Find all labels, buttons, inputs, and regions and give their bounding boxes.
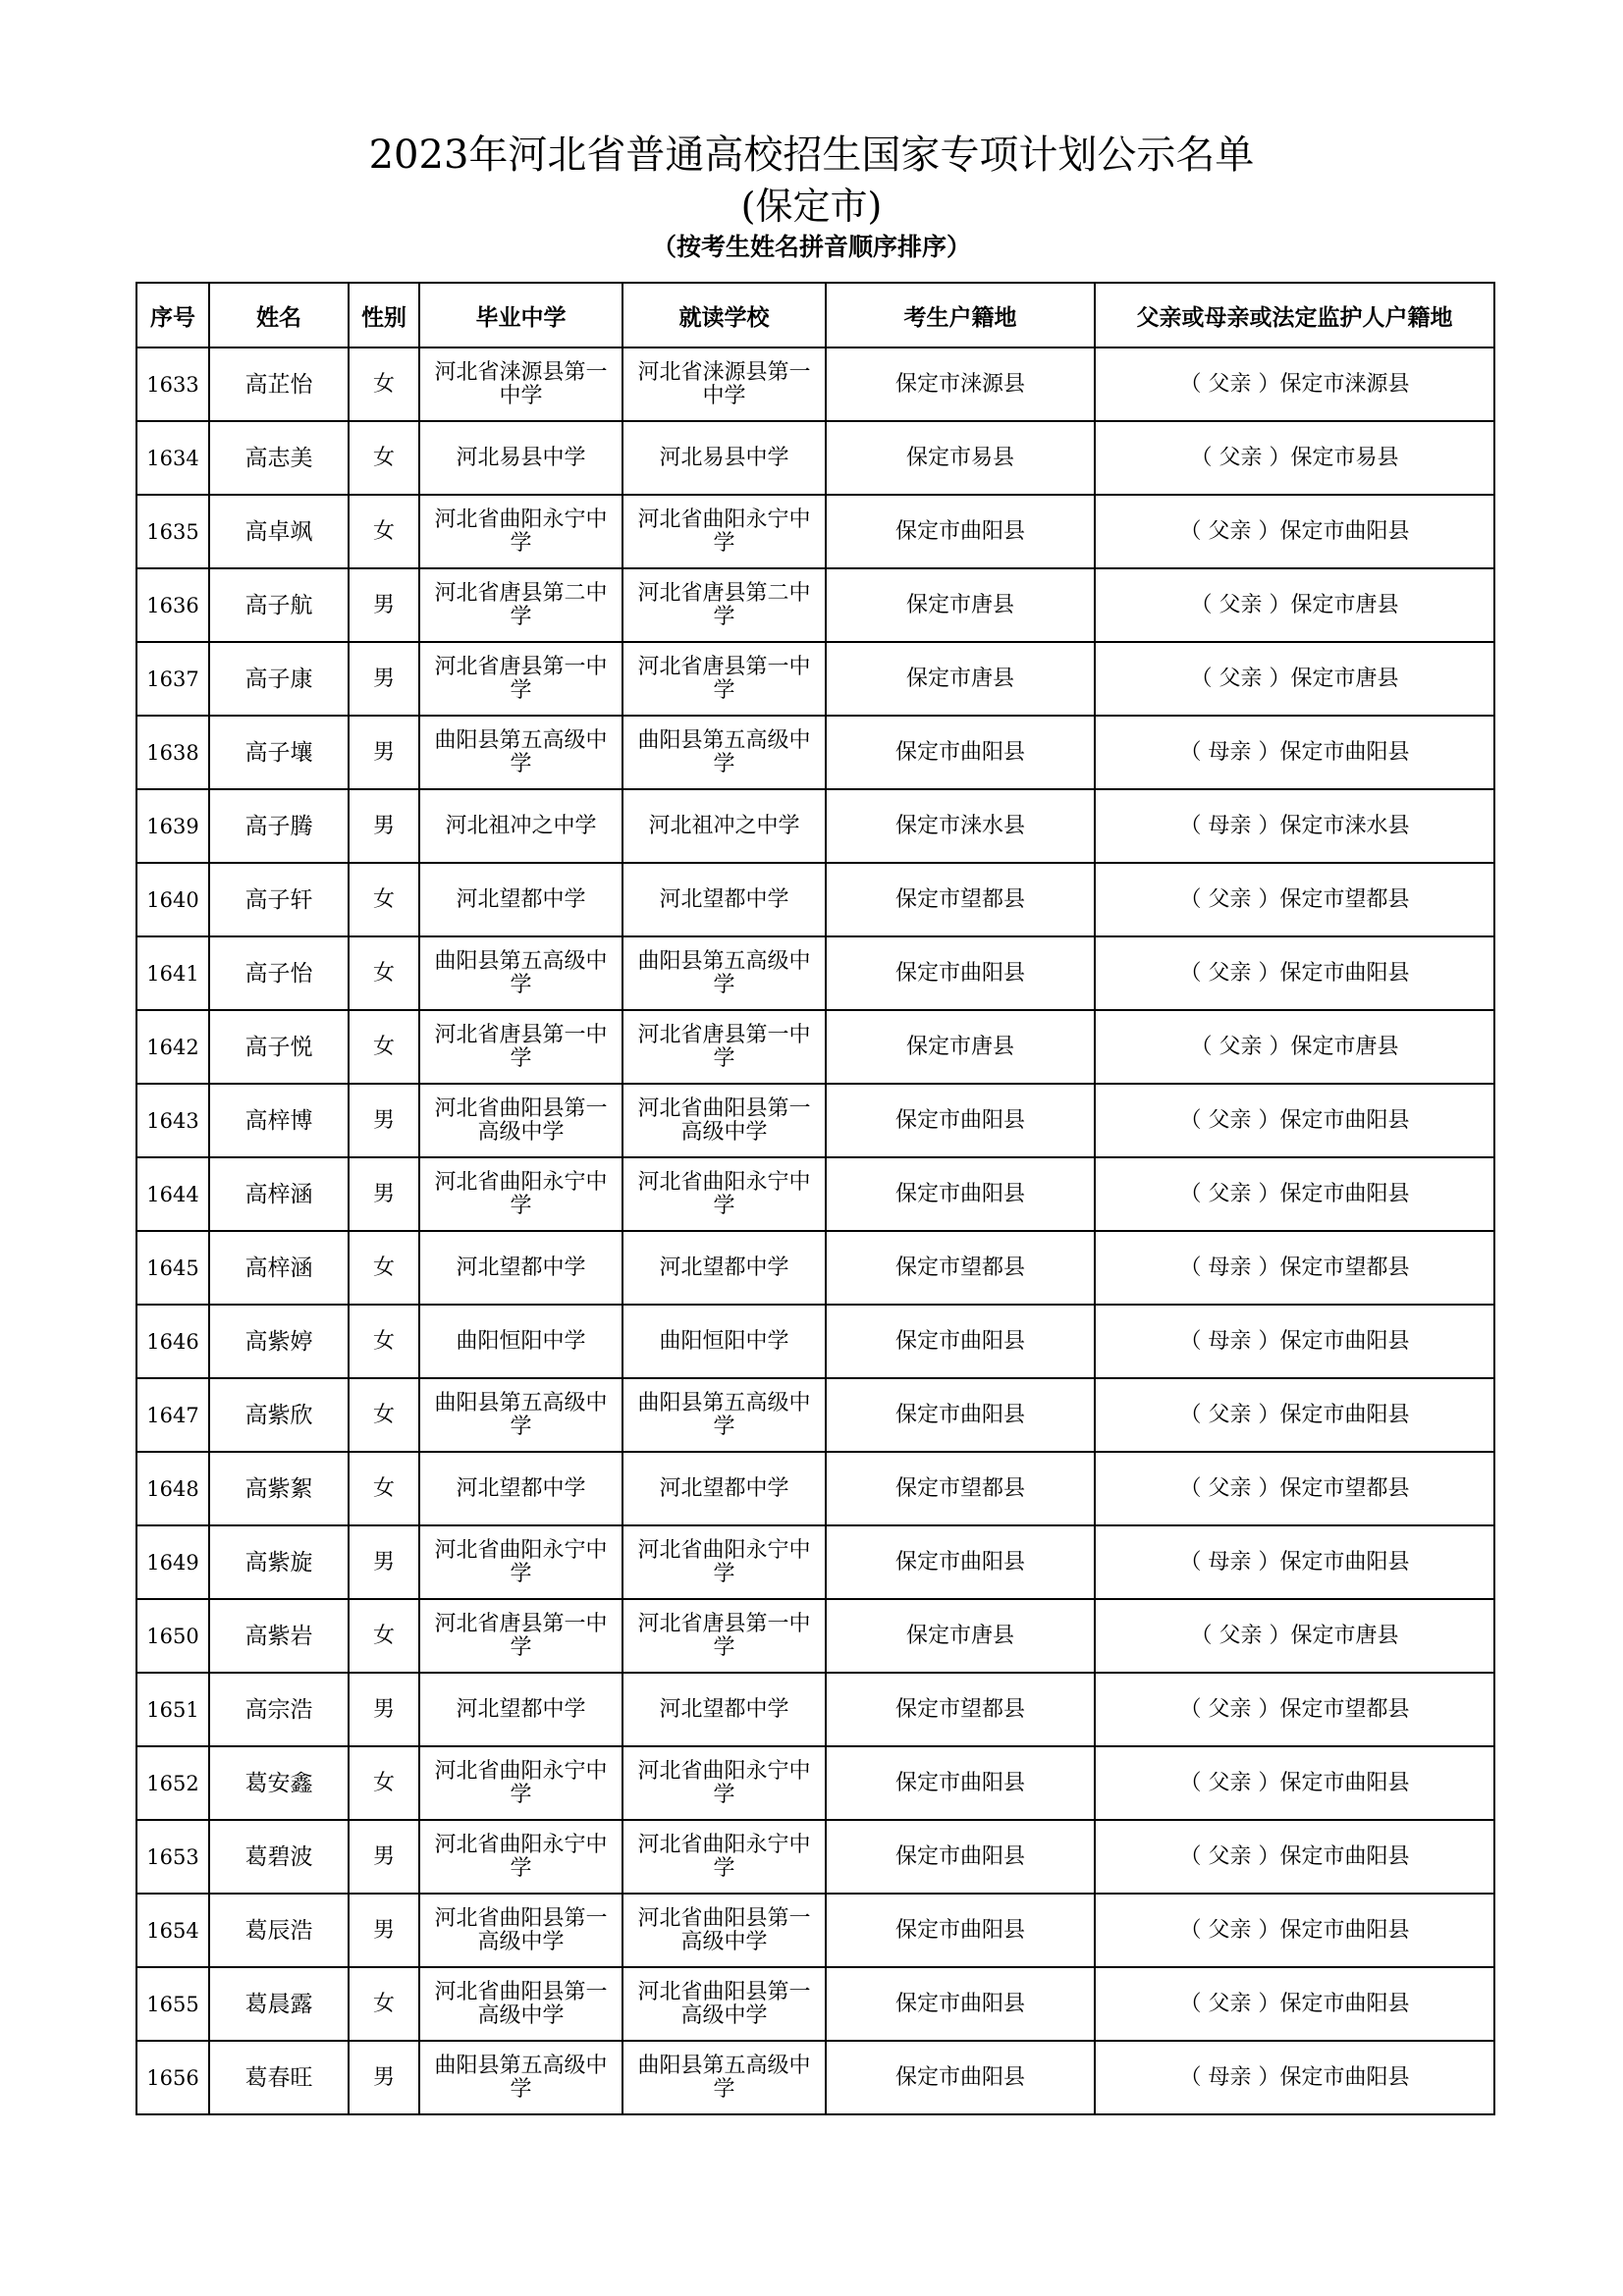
- cell-student-residence: 保定市曲阳县: [826, 1820, 1095, 1894]
- cell-student-residence: 保定市易县: [826, 421, 1095, 495]
- cell-serial: 1647: [136, 1378, 209, 1452]
- cell-serial: 1637: [136, 642, 209, 716]
- cell-student-residence: 保定市曲阳县: [826, 1378, 1095, 1452]
- cell-student-residence: 保定市唐县: [826, 642, 1095, 716]
- cell-guardian-residence: （ 父亲 ）保定市曲阳县: [1095, 1820, 1494, 1894]
- table-body: [136, 347, 1494, 2114]
- cell-gender: 女: [349, 347, 419, 421]
- cell-graduated-school: 河北省曲阳永宁中学: [419, 495, 622, 568]
- cell-graduated-school: 曲阳县第五高级中学: [419, 1378, 622, 1452]
- cell-serial: 1642: [136, 1010, 209, 1084]
- cell-student-residence: 保定市曲阳县: [826, 1084, 1095, 1157]
- cell-name: 高紫婷: [209, 1305, 349, 1378]
- cell-guardian-residence: （ 父亲 ）保定市曲阳县: [1095, 1894, 1494, 1967]
- cell-current-school: 河北祖冲之中学: [622, 789, 826, 863]
- cell-student-residence: 保定市曲阳县: [826, 1157, 1095, 1231]
- table-row: [136, 1452, 1494, 1525]
- cell-guardian-residence: （ 母亲 ）保定市曲阳县: [1095, 1305, 1494, 1378]
- cell-guardian-residence: （ 父亲 ）保定市唐县: [1095, 642, 1494, 716]
- cell-student-residence: 保定市涞水县: [826, 789, 1095, 863]
- cell-serial: 1633: [136, 347, 209, 421]
- table-row: [136, 1084, 1494, 1157]
- cell-guardian-residence: （ 母亲 ）保定市涞水县: [1095, 789, 1494, 863]
- page-subtitle: (保定市): [740, 185, 883, 228]
- cell-current-school: 曲阳恒阳中学: [622, 1305, 826, 1378]
- cell-name: 高梓涵: [209, 1231, 349, 1305]
- cell-name: 高子航: [209, 568, 349, 642]
- cell-gender: 女: [349, 1967, 419, 2041]
- cell-graduated-school: 河北省唐县第一中学: [419, 1599, 622, 1673]
- cell-name: 高卓飒: [209, 495, 349, 568]
- cell-guardian-residence: （ 母亲 ）保定市曲阳县: [1095, 1525, 1494, 1599]
- header-graduated-school: 毕业中学: [419, 283, 622, 347]
- cell-graduated-school: 河北省唐县第二中学: [419, 568, 622, 642]
- table-row: [136, 495, 1494, 568]
- cell-student-residence: 保定市曲阳县: [826, 1967, 1095, 2041]
- table-row: [136, 789, 1494, 863]
- cell-guardian-residence: （ 父亲 ）保定市望都县: [1095, 1673, 1494, 1746]
- cell-gender: 男: [349, 789, 419, 863]
- cell-student-residence: 保定市曲阳县: [826, 1525, 1095, 1599]
- cell-student-residence: 保定市唐县: [826, 1599, 1095, 1673]
- cell-gender: 男: [349, 568, 419, 642]
- cell-name: 葛碧波: [209, 1820, 349, 1894]
- cell-serial: 1655: [136, 1967, 209, 2041]
- table-row: [136, 1525, 1494, 1599]
- cell-student-residence: 保定市涞源县: [826, 347, 1095, 421]
- cell-current-school: 曲阳县第五高级中学: [622, 1378, 826, 1452]
- header-current-school: 就读学校: [622, 283, 826, 347]
- table-row: [136, 1231, 1494, 1305]
- roster-table: [135, 282, 1495, 2115]
- cell-name: 高子轩: [209, 863, 349, 936]
- cell-graduated-school: 曲阳恒阳中学: [419, 1305, 622, 1378]
- cell-gender: 女: [349, 1452, 419, 1525]
- cell-guardian-residence: （ 父亲 ）保定市曲阳县: [1095, 1084, 1494, 1157]
- cell-gender: 男: [349, 1673, 419, 1746]
- cell-graduated-school: 河北望都中学: [419, 1673, 622, 1746]
- cell-current-school: 河北省曲阳县第一高级中学: [622, 1967, 826, 2041]
- cell-graduated-school: 曲阳县第五高级中学: [419, 716, 622, 789]
- header-guardian-residence: 父亲或母亲或法定监护人户籍地: [1095, 283, 1494, 347]
- cell-student-residence: 保定市唐县: [826, 568, 1095, 642]
- page-title: 2023年河北省普通高校招生国家专项计划公示名单: [368, 133, 1255, 178]
- cell-student-residence: 保定市曲阳县: [826, 1746, 1095, 1820]
- cell-gender: 女: [349, 1231, 419, 1305]
- cell-serial: 1646: [136, 1305, 209, 1378]
- cell-guardian-residence: （ 父亲 ）保定市望都县: [1095, 1452, 1494, 1525]
- sort-note: （按考生姓名拼音顺序排序）: [651, 233, 971, 261]
- cell-serial: 1653: [136, 1820, 209, 1894]
- cell-gender: 女: [349, 936, 419, 1010]
- cell-serial: 1649: [136, 1525, 209, 1599]
- cell-student-residence: 保定市曲阳县: [826, 936, 1095, 1010]
- cell-student-residence: 保定市曲阳县: [826, 2041, 1095, 2114]
- cell-serial: 1650: [136, 1599, 209, 1673]
- cell-current-school: 河北望都中学: [622, 1452, 826, 1525]
- cell-gender: 女: [349, 1378, 419, 1452]
- cell-name: 葛辰浩: [209, 1894, 349, 1967]
- cell-serial: 1636: [136, 568, 209, 642]
- table-row: [136, 1673, 1494, 1746]
- cell-current-school: 河北省唐县第一中学: [622, 1599, 826, 1673]
- cell-student-residence: 保定市曲阳县: [826, 716, 1095, 789]
- cell-graduated-school: 曲阳县第五高级中学: [419, 936, 622, 1010]
- table-row: [136, 568, 1494, 642]
- cell-gender: 女: [349, 1746, 419, 1820]
- cell-serial: 1648: [136, 1452, 209, 1525]
- cell-name: 高芷怡: [209, 347, 349, 421]
- cell-graduated-school: 河北省曲阳永宁中学: [419, 1820, 622, 1894]
- cell-student-residence: 保定市曲阳县: [826, 1305, 1095, 1378]
- cell-student-residence: 保定市曲阳县: [826, 1894, 1095, 1967]
- table-row: [136, 1378, 1494, 1452]
- cell-current-school: 河北省曲阳永宁中学: [622, 1157, 826, 1231]
- cell-name: 高子腾: [209, 789, 349, 863]
- cell-current-school: 河北省曲阳县第一高级中学: [622, 1084, 826, 1157]
- cell-guardian-residence: （ 父亲 ）保定市望都县: [1095, 863, 1494, 936]
- table-row: [136, 1599, 1494, 1673]
- table-row: [136, 1820, 1494, 1894]
- cell-serial: 1635: [136, 495, 209, 568]
- cell-serial: 1645: [136, 1231, 209, 1305]
- cell-graduated-school: 河北省唐县第一中学: [419, 1010, 622, 1084]
- cell-gender: 男: [349, 1525, 419, 1599]
- cell-current-school: 河北省曲阳永宁中学: [622, 1820, 826, 1894]
- cell-guardian-residence: （ 父亲 ）保定市唐县: [1095, 568, 1494, 642]
- cell-name: 高紫欣: [209, 1378, 349, 1452]
- table-row: [136, 421, 1494, 495]
- cell-student-residence: 保定市望都县: [826, 863, 1095, 936]
- cell-guardian-residence: （ 母亲 ）保定市曲阳县: [1095, 2041, 1494, 2114]
- cell-name: 高子怡: [209, 936, 349, 1010]
- cell-graduated-school: 河北望都中学: [419, 1452, 622, 1525]
- cell-name: 葛晨露: [209, 1967, 349, 2041]
- cell-graduated-school: 河北省曲阳县第一高级中学: [419, 1894, 622, 1967]
- header-name: 姓名: [209, 283, 349, 347]
- cell-graduated-school: 河北望都中学: [419, 863, 622, 936]
- cell-graduated-school: 河北祖冲之中学: [419, 789, 622, 863]
- cell-guardian-residence: （ 父亲 ）保定市曲阳县: [1095, 495, 1494, 568]
- header-student-residence: 考生户籍地: [826, 283, 1095, 347]
- cell-gender: 男: [349, 2041, 419, 2114]
- cell-current-school: 曲阳县第五高级中学: [622, 2041, 826, 2114]
- cell-name: 高梓涵: [209, 1157, 349, 1231]
- cell-student-residence: 保定市曲阳县: [826, 495, 1095, 568]
- cell-gender: 男: [349, 1894, 419, 1967]
- cell-current-school: 河北省曲阳永宁中学: [622, 1525, 826, 1599]
- cell-graduated-school: 河北省曲阳县第一高级中学: [419, 1967, 622, 2041]
- cell-student-residence: 保定市望都县: [826, 1673, 1095, 1746]
- cell-gender: 男: [349, 1157, 419, 1231]
- cell-name: 高宗浩: [209, 1673, 349, 1746]
- header-serial: 序号: [136, 283, 209, 347]
- cell-serial: 1641: [136, 936, 209, 1010]
- table-row: [136, 642, 1494, 716]
- table-row: [136, 1157, 1494, 1231]
- cell-name: 高子壤: [209, 716, 349, 789]
- cell-guardian-residence: （ 母亲 ）保定市望都县: [1095, 1231, 1494, 1305]
- cell-current-school: 河北省曲阳县第一高级中学: [622, 1894, 826, 1967]
- cell-guardian-residence: （ 父亲 ）保定市曲阳县: [1095, 1746, 1494, 1820]
- cell-gender: 女: [349, 1599, 419, 1673]
- cell-name: 高紫岩: [209, 1599, 349, 1673]
- cell-current-school: 河北省曲阳永宁中学: [622, 1746, 826, 1820]
- cell-current-school: 河北望都中学: [622, 863, 826, 936]
- cell-guardian-residence: （ 父亲 ）保定市易县: [1095, 421, 1494, 495]
- cell-graduated-school: 曲阳县第五高级中学: [419, 2041, 622, 2114]
- cell-student-residence: 保定市望都县: [826, 1231, 1095, 1305]
- cell-graduated-school: 河北省曲阳永宁中学: [419, 1157, 622, 1231]
- cell-gender: 男: [349, 1084, 419, 1157]
- table-row: [136, 1010, 1494, 1084]
- cell-name: 高紫絮: [209, 1452, 349, 1525]
- cell-guardian-residence: （ 父亲 ）保定市曲阳县: [1095, 1967, 1494, 2041]
- cell-name: 葛安鑫: [209, 1746, 349, 1820]
- table-row: [136, 1305, 1494, 1378]
- table-row: [136, 716, 1494, 789]
- cell-serial: 1654: [136, 1894, 209, 1967]
- cell-current-school: 曲阳县第五高级中学: [622, 716, 826, 789]
- cell-name: 高志美: [209, 421, 349, 495]
- cell-graduated-school: 河北省涞源县第一中学: [419, 347, 622, 421]
- table-row: [136, 936, 1494, 1010]
- cell-graduated-school: 河北望都中学: [419, 1231, 622, 1305]
- cell-gender: 男: [349, 716, 419, 789]
- cell-gender: 女: [349, 1305, 419, 1378]
- table-row: [136, 1894, 1494, 1967]
- cell-current-school: 河北省涞源县第一中学: [622, 347, 826, 421]
- cell-current-school: 河北易县中学: [622, 421, 826, 495]
- cell-gender: 女: [349, 421, 419, 495]
- cell-graduated-school: 河北省唐县第一中学: [419, 642, 622, 716]
- cell-current-school: 河北省唐县第一中学: [622, 1010, 826, 1084]
- cell-current-school: 曲阳县第五高级中学: [622, 936, 826, 1010]
- cell-gender: 男: [349, 642, 419, 716]
- cell-serial: 1639: [136, 789, 209, 863]
- cell-current-school: 河北省唐县第二中学: [622, 568, 826, 642]
- cell-serial: 1638: [136, 716, 209, 789]
- table-row: [136, 2041, 1494, 2114]
- header-gender: 性别: [349, 283, 419, 347]
- cell-guardian-residence: （ 母亲 ）保定市曲阳县: [1095, 716, 1494, 789]
- cell-graduated-school: 河北省曲阳永宁中学: [419, 1746, 622, 1820]
- cell-guardian-residence: （ 父亲 ）保定市曲阳县: [1095, 1157, 1494, 1231]
- cell-name: 高子悦: [209, 1010, 349, 1084]
- cell-gender: 男: [349, 1820, 419, 1894]
- cell-guardian-residence: （ 父亲 ）保定市唐县: [1095, 1010, 1494, 1084]
- cell-name: 高梓博: [209, 1084, 349, 1157]
- cell-graduated-school: 河北省曲阳县第一高级中学: [419, 1084, 622, 1157]
- cell-graduated-school: 河北易县中学: [419, 421, 622, 495]
- cell-guardian-residence: （ 父亲 ）保定市唐县: [1095, 1599, 1494, 1673]
- cell-guardian-residence: （ 父亲 ）保定市曲阳县: [1095, 936, 1494, 1010]
- table-header-row: [136, 283, 1494, 347]
- cell-serial: 1643: [136, 1084, 209, 1157]
- cell-current-school: 河北省曲阳永宁中学: [622, 495, 826, 568]
- cell-student-residence: 保定市望都县: [826, 1452, 1095, 1525]
- cell-serial: 1652: [136, 1746, 209, 1820]
- cell-name: 高紫旋: [209, 1525, 349, 1599]
- cell-student-residence: 保定市唐县: [826, 1010, 1095, 1084]
- cell-serial: 1644: [136, 1157, 209, 1231]
- cell-current-school: 河北望都中学: [622, 1673, 826, 1746]
- cell-guardian-residence: （ 父亲 ）保定市曲阳县: [1095, 1378, 1494, 1452]
- cell-gender: 女: [349, 495, 419, 568]
- table-row: [136, 347, 1494, 421]
- table-row: [136, 1967, 1494, 2041]
- cell-current-school: 河北望都中学: [622, 1231, 826, 1305]
- cell-serial: 1634: [136, 421, 209, 495]
- cell-serial: 1651: [136, 1673, 209, 1746]
- cell-guardian-residence: （ 父亲 ）保定市涞源县: [1095, 347, 1494, 421]
- cell-name: 葛春旺: [209, 2041, 349, 2114]
- cell-serial: 1656: [136, 2041, 209, 2114]
- cell-serial: 1640: [136, 863, 209, 936]
- cell-gender: 女: [349, 863, 419, 936]
- cell-name: 高子康: [209, 642, 349, 716]
- cell-gender: 女: [349, 1010, 419, 1084]
- cell-graduated-school: 河北省曲阳永宁中学: [419, 1525, 622, 1599]
- table-row: [136, 1746, 1494, 1820]
- cell-current-school: 河北省唐县第一中学: [622, 642, 826, 716]
- table-row: [136, 863, 1494, 936]
